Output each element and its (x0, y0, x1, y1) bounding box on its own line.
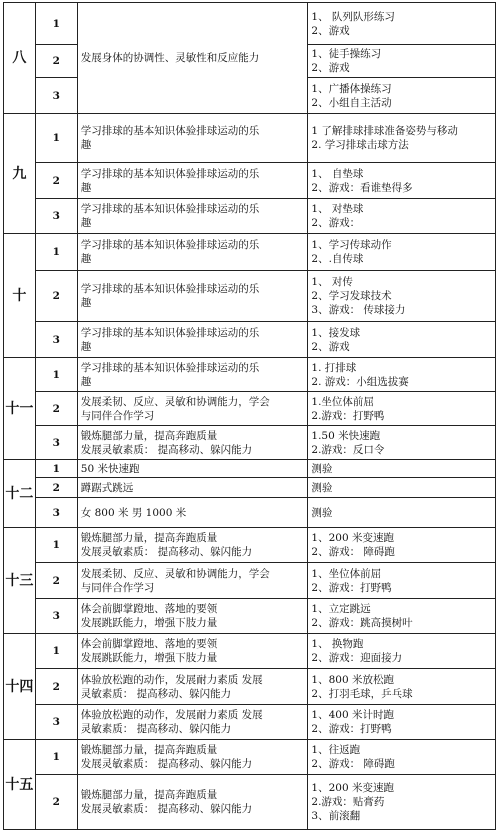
cell-line: 1、坐位体前屈 (311, 567, 382, 580)
cell-line: 锻炼腿部力量，提高奔跑质量 (80, 744, 218, 756)
lesson-number-cell: 1 (35, 3, 77, 45)
cell-line: 2、.自传球 (311, 253, 364, 265)
cell-line: 锻炼腿部力量，提高奔跑质量 (80, 532, 218, 544)
objective-cell (77, 705, 308, 740)
cell-line: 1.50 米快速跑 (311, 429, 381, 442)
table-row (4, 322, 496, 358)
cell-line: 2. 学习排球击球方法 (311, 139, 409, 151)
objective-cell (77, 775, 308, 830)
content-cell (308, 740, 496, 775)
cell-line: 1、徒手操练习 (311, 48, 382, 60)
cell-line: 趣 (80, 297, 92, 309)
objective-cell (77, 234, 308, 271)
cell-line: 学习排球的基本知识体验排球运动的乐 (80, 361, 260, 374)
cell-line: 1.坐位体前屈 (311, 395, 374, 408)
cell-line: 学习排球的基本知识体验排球运动的乐 (80, 167, 260, 180)
table-row (4, 426, 496, 460)
content-cell (308, 3, 496, 45)
content-cell (308, 45, 496, 78)
cell-line: 发展柔韧、反应、灵敏和协调能力，学会 (80, 395, 270, 408)
cell-line: 体验放松跑的动作，发展耐力素质 发展 (80, 709, 263, 721)
cell-line: 2、游戏 (311, 62, 350, 74)
lesson-number-cell: 1 (35, 528, 77, 563)
content-cell (308, 669, 496, 705)
cell-line: 测验 (311, 462, 333, 475)
cell-line: 2、学习发球技术 (311, 290, 392, 302)
cell-line: 1、学习传球动作 (311, 239, 392, 251)
cell-line: 发展跳跃能力，增强下肢力量 (80, 617, 218, 629)
cell-line: 2、游戏：打野鸭 (311, 581, 392, 594)
content-cell (308, 78, 496, 114)
objective-cell (77, 634, 308, 669)
cell-line: 灵敏素质： 提高移动、躲闪能力 (80, 723, 232, 735)
objective-cell (77, 426, 308, 460)
cell-line: 学习排球的基本知识体验排球运动的乐 (80, 239, 260, 251)
week-cell: 八 (4, 3, 36, 114)
cell-line: 女 800 米 男 1000 米 (80, 506, 187, 519)
cell-line: 1、400 米计时跑 (311, 709, 394, 721)
cell-line: 趣 (80, 253, 92, 265)
cell-line: 灵敏素质： 提高移动、躲闪能力 (80, 687, 232, 700)
cell-line: 50 米快速跑 (80, 462, 140, 475)
objective-cell (77, 669, 308, 705)
cell-line: 3、前滚翻 (311, 810, 361, 822)
content-cell (308, 460, 496, 478)
cell-line: 发展灵敏素质： 提高移动、躲闪能力 (80, 443, 253, 456)
cell-line: 1、立定跳远 (311, 603, 371, 615)
cell-line: 体验放松跑的动作，发展耐力素质 发展 (80, 673, 263, 686)
lesson-number-cell: 3 (35, 322, 77, 358)
objective-cell (77, 460, 308, 478)
lesson-number-cell: 2 (35, 669, 77, 705)
objective-cell (77, 199, 308, 234)
cell-line: 趣 (80, 217, 92, 229)
lesson-number-cell: 3 (35, 199, 77, 234)
cell-line: 1、往返跑 (311, 744, 361, 756)
cell-line: 2.游戏：打野鸭 (311, 409, 385, 422)
cell-line: 蹲踞式跳远 (80, 481, 134, 494)
table-row (4, 460, 496, 478)
objective-cell (77, 498, 308, 528)
cell-line: 1、200 米变速跑 (311, 532, 394, 544)
week-cell: 十五 (4, 740, 36, 830)
lesson-number-cell: 1 (35, 634, 77, 669)
cell-line: 发展身体的协调性、灵敏性和反应能力 (80, 52, 260, 64)
table-row (4, 271, 496, 322)
cell-line: 2.游戏：贴膏药 (311, 796, 385, 808)
table-row (4, 528, 496, 563)
lesson-number-cell: 2 (35, 45, 77, 78)
objective-cell (77, 3, 308, 114)
table-row (4, 634, 496, 669)
cell-line: 3、游戏： 传球接力 (311, 304, 406, 316)
lesson-number-cell: 3 (35, 426, 77, 460)
content-cell (308, 358, 496, 392)
cell-line: 测验 (311, 506, 333, 519)
cell-line: 1、 自垫球 (311, 167, 364, 180)
content-cell (308, 705, 496, 740)
cell-line: 1、接发球 (311, 326, 361, 339)
objective-cell (77, 322, 308, 358)
content-cell (308, 498, 496, 528)
content-cell (308, 634, 496, 669)
week-cell: 九 (4, 114, 36, 234)
cell-line: 趣 (80, 375, 92, 388)
content-cell (308, 528, 496, 563)
cell-line: 学习排球的基本知识体验排球运动的乐 (80, 326, 260, 339)
table-row (4, 705, 496, 740)
cell-line: 1、800 米放松跑 (311, 673, 394, 686)
cell-line: 2.游戏：反口令 (311, 443, 385, 456)
cell-line: 趣 (80, 340, 92, 353)
cell-line: 与同伴合作学习 (80, 409, 155, 422)
objective-cell (77, 563, 308, 599)
lesson-number-cell: 2 (35, 775, 77, 830)
cell-line: 2、打羽毛球，乒乓球 (311, 687, 413, 700)
table-row (4, 114, 496, 163)
lesson-number-cell: 3 (35, 599, 77, 634)
content-cell (308, 478, 496, 498)
week-cell: 十四 (4, 634, 36, 740)
objective-cell (77, 271, 308, 322)
lesson-number-cell: 2 (35, 563, 77, 599)
content-cell (308, 234, 496, 271)
lesson-number-cell: 1 (35, 114, 77, 163)
lesson-number-cell: 2 (35, 392, 77, 426)
cell-line: 体会前脚掌蹬地、落地的要领 (80, 603, 218, 615)
cell-line: 2、游戏：迎面接力 (311, 652, 403, 664)
cell-line: 2、游戏 (311, 24, 350, 37)
lesson-number-cell: 2 (35, 478, 77, 498)
cell-line: 1、 换物跑 (311, 638, 364, 650)
lesson-number-cell: 1 (35, 358, 77, 392)
cell-line: 2、游戏： 障碍跑 (311, 758, 395, 770)
content-cell (308, 114, 496, 163)
cell-line: 与同伴合作学习 (80, 581, 155, 594)
content-cell (308, 163, 496, 199)
cell-line: 学习排球的基本知识体验排球运动的乐 (80, 203, 260, 215)
cell-line: 锻炼腿部力量，提高奔跑质量 (80, 789, 218, 801)
lesson-number-cell: 1 (35, 460, 77, 478)
cell-line: 2、游戏： 障碍跑 (311, 546, 395, 558)
table-row (4, 563, 496, 599)
week-cell: 十一 (4, 358, 36, 460)
lesson-number-cell: 1 (35, 740, 77, 775)
cell-line: 趣 (80, 139, 92, 151)
cell-line: 1、 队列队形练习 (311, 10, 395, 23)
cell-line: 2、游戏：跳高摸树叶 (311, 617, 413, 629)
lesson-plan-table (3, 2, 496, 830)
content-cell (308, 599, 496, 634)
cell-line: 2、游戏 (311, 340, 350, 353)
cell-line: 发展柔韧、反应、灵敏和协调能力，学会 (80, 567, 270, 580)
lesson-number-cell: 3 (35, 498, 77, 528)
table-row (4, 498, 496, 528)
lesson-number-cell: 3 (35, 78, 77, 114)
content-cell (308, 271, 496, 322)
objective-cell (77, 114, 308, 163)
week-cell: 十 (4, 234, 36, 358)
content-cell (308, 392, 496, 426)
table-row (4, 392, 496, 426)
cell-line: 发展灵敏素质： 提高移动、躲闪能力 (80, 758, 253, 770)
content-cell (308, 199, 496, 234)
table-row (4, 234, 496, 271)
cell-line: 2、小组自主活动 (311, 96, 392, 109)
objective-cell (77, 599, 308, 634)
cell-line: 2. 游戏：小组选拔赛 (311, 375, 409, 388)
lesson-number-cell: 2 (35, 163, 77, 199)
table-row (4, 478, 496, 498)
objective-cell (77, 358, 308, 392)
cell-line: 趣 (80, 181, 92, 194)
cell-line: 1、 对垫球 (311, 203, 364, 215)
table-row (4, 163, 496, 199)
cell-line: 1 了解排球排球准备姿势与移动 (311, 125, 458, 137)
week-cell: 十二 (4, 460, 36, 528)
objective-cell (77, 163, 308, 199)
table-row (4, 740, 496, 775)
lesson-number-cell: 1 (35, 234, 77, 271)
content-cell (308, 426, 496, 460)
cell-line: 发展跳跃能力，增强下肢力量 (80, 652, 218, 664)
table-row (4, 775, 496, 830)
cell-line: 锻炼腿部力量，提高奔跑质量 (80, 429, 218, 442)
lesson-number-cell: 2 (35, 271, 77, 322)
table-row (4, 199, 496, 234)
table-row (4, 599, 496, 634)
objective-cell (77, 392, 308, 426)
table-row (4, 358, 496, 392)
cell-line: 1、200 米变速跑 (311, 782, 394, 794)
cell-line: 学习排球的基本知识体验排球运动的乐 (80, 283, 260, 295)
content-cell (308, 775, 496, 830)
cell-line: 1. 打排球 (311, 361, 357, 374)
lesson-number-cell: 3 (35, 705, 77, 740)
cell-line: 2、游戏：看谁垫得多 (311, 181, 413, 194)
objective-cell (77, 478, 308, 498)
table-row (4, 3, 496, 45)
content-cell (308, 322, 496, 358)
objective-cell (77, 740, 308, 775)
cell-line: 体会前脚掌蹬地、落地的要领 (80, 638, 218, 650)
table-row (4, 669, 496, 705)
cell-line: 2、游戏： (311, 217, 361, 229)
cell-line: 学习排球的基本知识体验排球运动的乐 (80, 125, 260, 137)
cell-line: 2、游戏：打野鸭 (311, 723, 392, 735)
content-cell (308, 563, 496, 599)
cell-line: 测验 (311, 481, 333, 494)
cell-line: 1、广播体操练习 (311, 82, 392, 95)
cell-line: 发展灵敏素质： 提高移动、躲闪能力 (80, 803, 253, 815)
week-cell: 十三 (4, 528, 36, 634)
cell-line: 发展灵敏素质： 提高移动、躲闪能力 (80, 546, 253, 558)
cell-line: 1、 对传 (311, 276, 353, 288)
objective-cell (77, 528, 308, 563)
